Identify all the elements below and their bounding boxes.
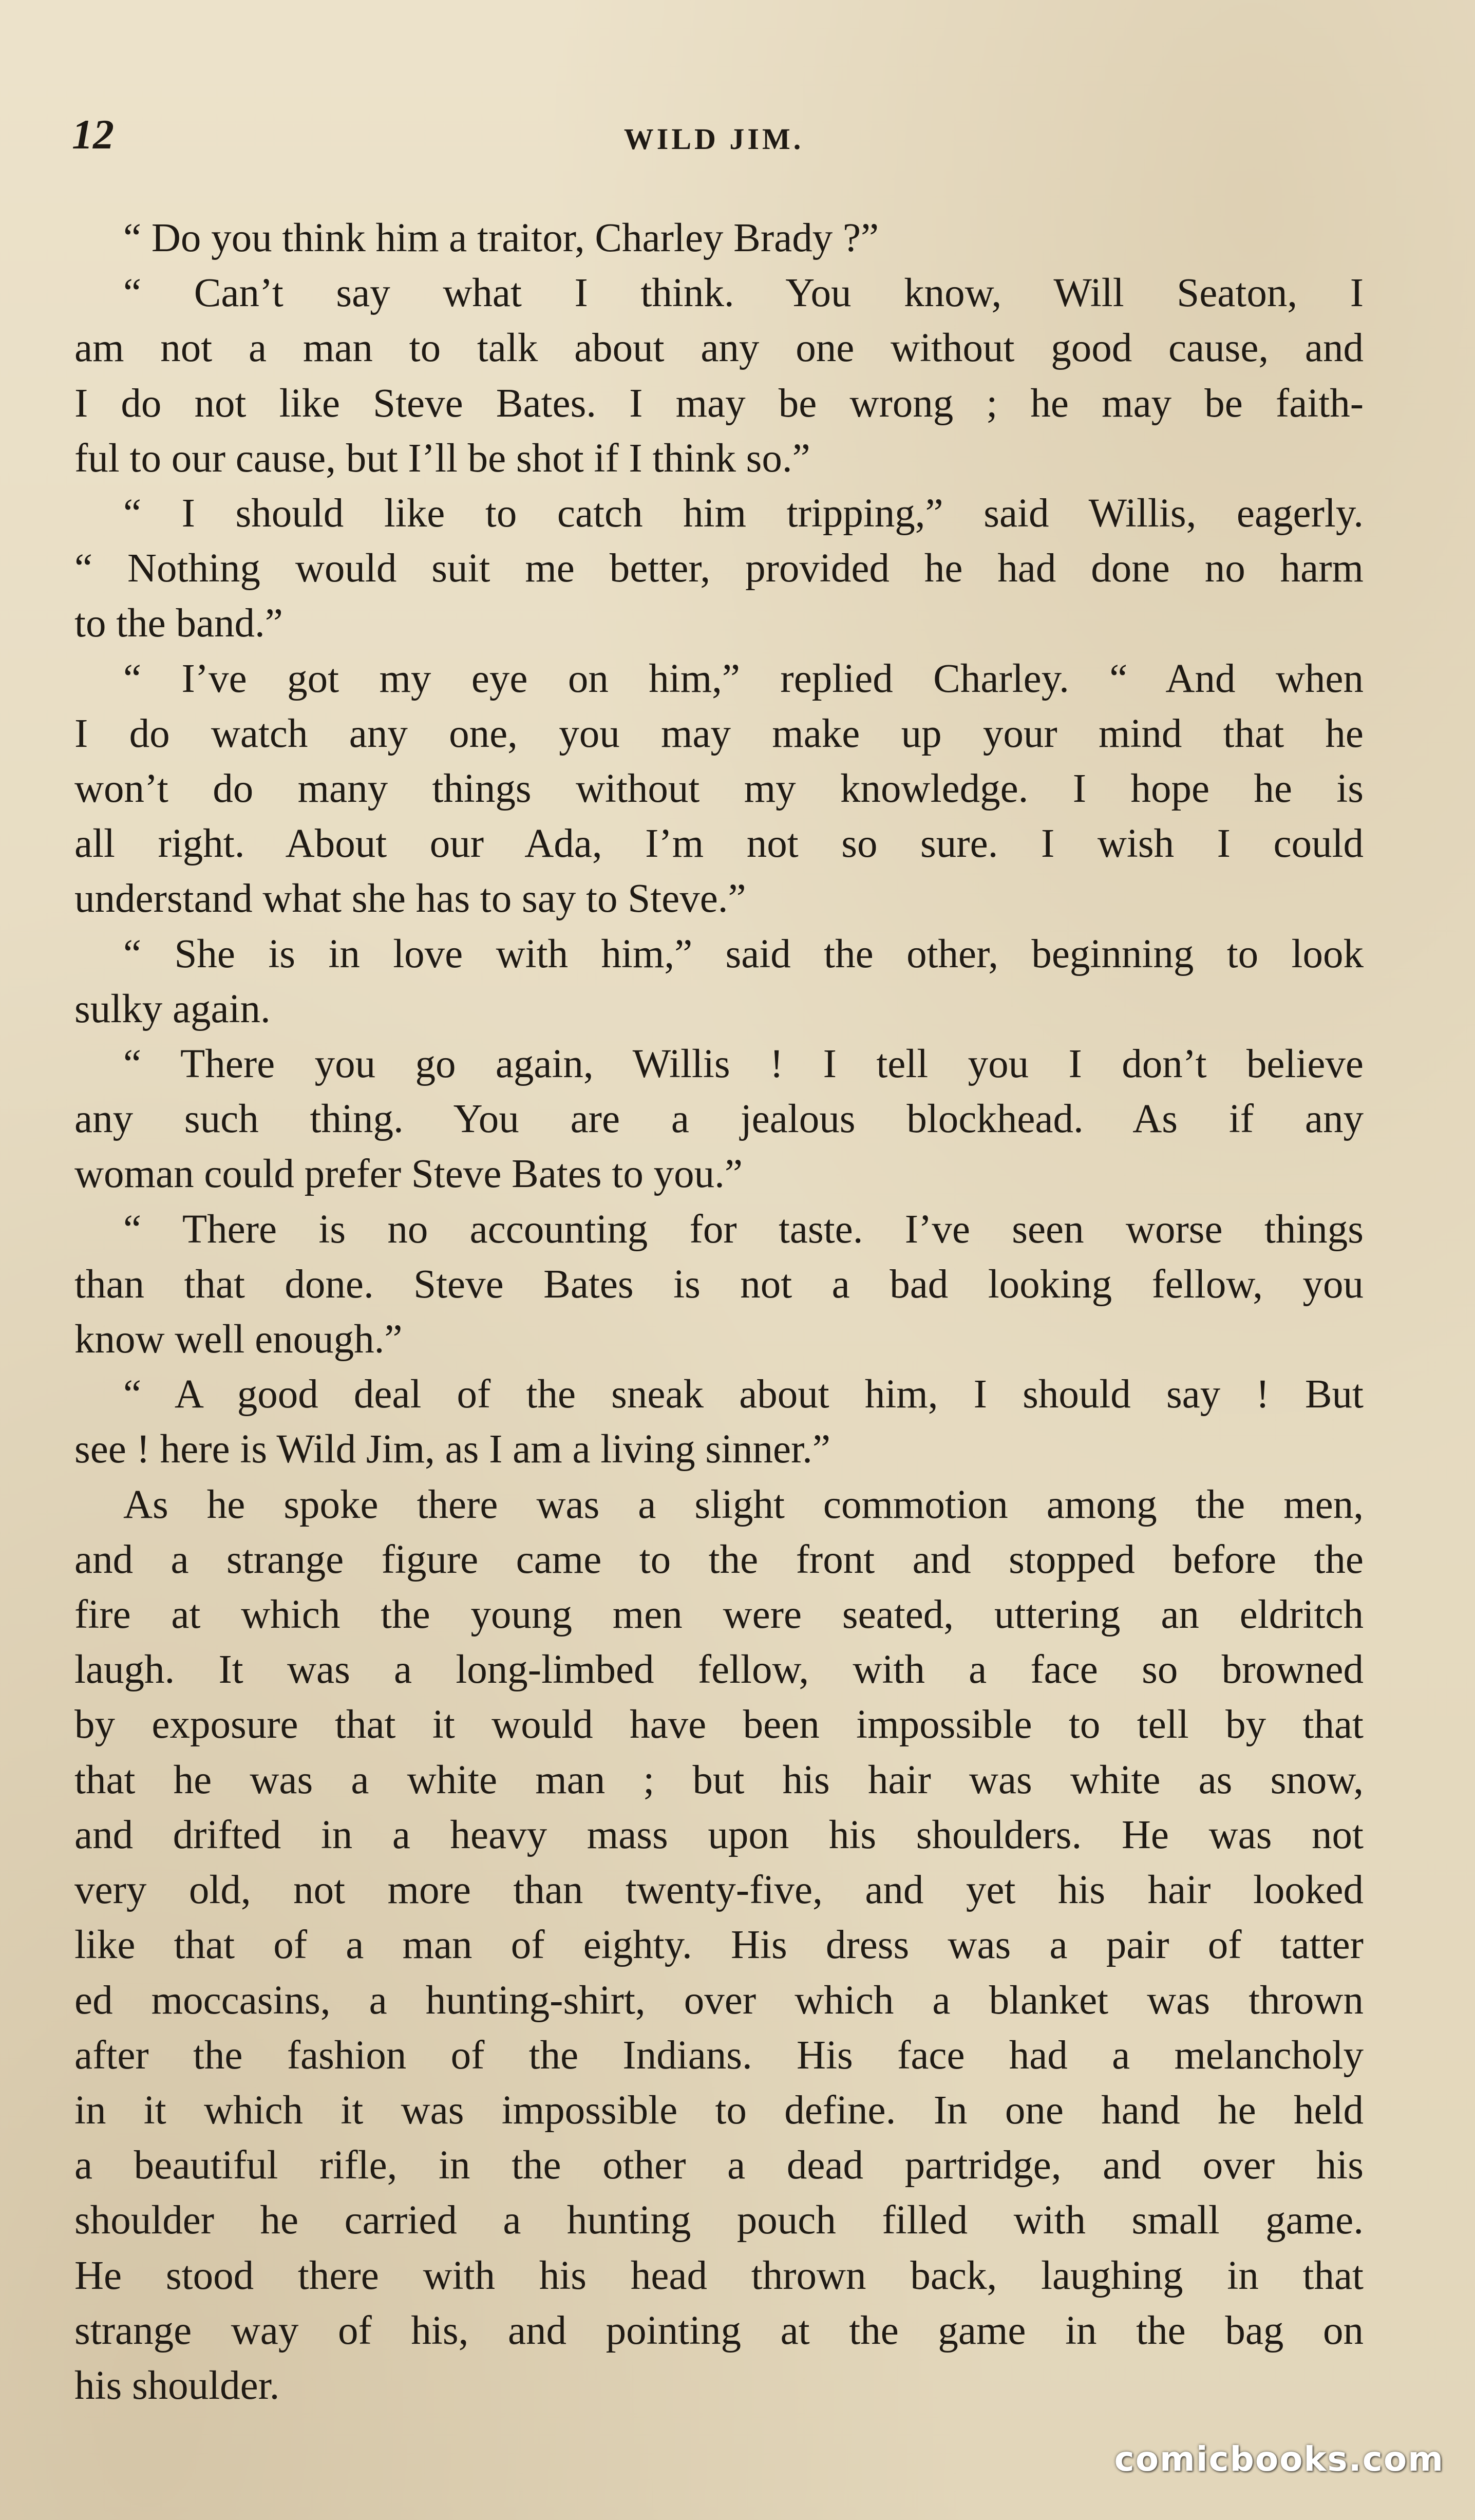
text-line: like that of a man of eighty. His dress was a pair of tatter [74, 1923, 1364, 1968]
text-line: by exposure that it would have been impossible to tell by that [74, 1702, 1364, 1747]
text-line: shoulder he carried a hunting pouch filled with small game. [74, 2198, 1364, 2243]
text-line: As he spoke there was a slight commotion among the men, [123, 1482, 1364, 1527]
running-title: WILD JIM. [623, 122, 804, 156]
page-header [67, 110, 1361, 167]
text-line: “ There is no accounting for taste. I’ve seen worse things [123, 1207, 1364, 1252]
text-line: understand what she has to say to Steve.” [74, 876, 746, 922]
text-line: after the fashion of the Indians. His face had a melancholy [74, 2033, 1364, 2078]
text-line: in it which it was impossible to define. In one hand he held [74, 2088, 1364, 2133]
text-line: a beautiful rifle, in the other a dead partridge, and over his [74, 2143, 1364, 2188]
text-line: his shoulder. [74, 2363, 280, 2408]
text-line: any such thing. You are a jealous blockhead. As if any [74, 1097, 1364, 1142]
text-line: to the band.” [74, 601, 283, 646]
text-line: He stood there with his head thrown back, laughing in that [74, 2253, 1364, 2298]
text-line: am not a man to talk about any one without good cause, and [74, 326, 1364, 371]
text-line: “ A good deal of the sneak about him, I should say ! But [123, 1372, 1364, 1417]
text-line: woman could prefer Steve Bates to you.” [74, 1152, 743, 1197]
text-line: I do watch any one, you may make up your mind that he [74, 711, 1364, 756]
text-line: “ Do you think him a traitor, Charley Brady ?” [123, 216, 879, 260]
text-line: “ Can’t say what I think. You know, Will Seaton, I [123, 271, 1364, 316]
text-line: know well enough.” [74, 1317, 403, 1362]
text-line: that he was a white man ; but his hair was white as snow, [74, 1757, 1364, 1802]
text-line: all right. About our Ada, I’m not so sure. I wish I could [74, 821, 1364, 867]
text-line: “ I’ve got my eye on him,” replied Charley. “ And when [123, 656, 1364, 701]
page-number: 12 [72, 111, 114, 158]
text-line: strange way of his, and pointing at the game in the bag on [74, 2308, 1364, 2353]
text-line: and a strange figure came to the front and stopped before the [74, 1537, 1364, 1582]
text-line: see ! here is Wild Jim, as I am a living sinner.” [74, 1427, 830, 1472]
text-line: very old, not more than twenty-five, and yet his hair looked [74, 1868, 1364, 1913]
text-line: won’t do many things without my knowledge. I hope he is [74, 766, 1364, 812]
text-line: than that done. Steve Bates is not a bad looking fellow, you [74, 1262, 1364, 1307]
watermark: comicbooks.com [1114, 2439, 1444, 2479]
text-line: sulky again. [74, 986, 271, 1031]
text-line: fire at which the young men were seated, uttering an eldritch [74, 1592, 1364, 1638]
text-line: laugh. It was a long-limbed fellow, with a face so browned [74, 1647, 1364, 1692]
text-line: ed moccasins, a hunting-shirt, over which a blanket was thrown [74, 1978, 1364, 2023]
text-line: “ Nothing would suit me better, provided he had done no harm [74, 546, 1364, 591]
text-line: “ I should like to catch him tripping,” said Willis, eagerly. [123, 491, 1364, 536]
body-text [74, 211, 1364, 2413]
text-line: I do not like Steve Bates. I may be wrong ; he may be faith- [74, 381, 1364, 426]
text-line: “ She is in love with him,” said the other, beginning to look [123, 931, 1364, 976]
text-line: ful to our cause, but I’ll be shot if I think so.” [74, 436, 810, 481]
text-line: and drifted in a heavy mass upon his shoulders. He was not [74, 1812, 1364, 1857]
text-line: “ There you go again, Willis ! I tell you I don’t believe [123, 1042, 1364, 1087]
